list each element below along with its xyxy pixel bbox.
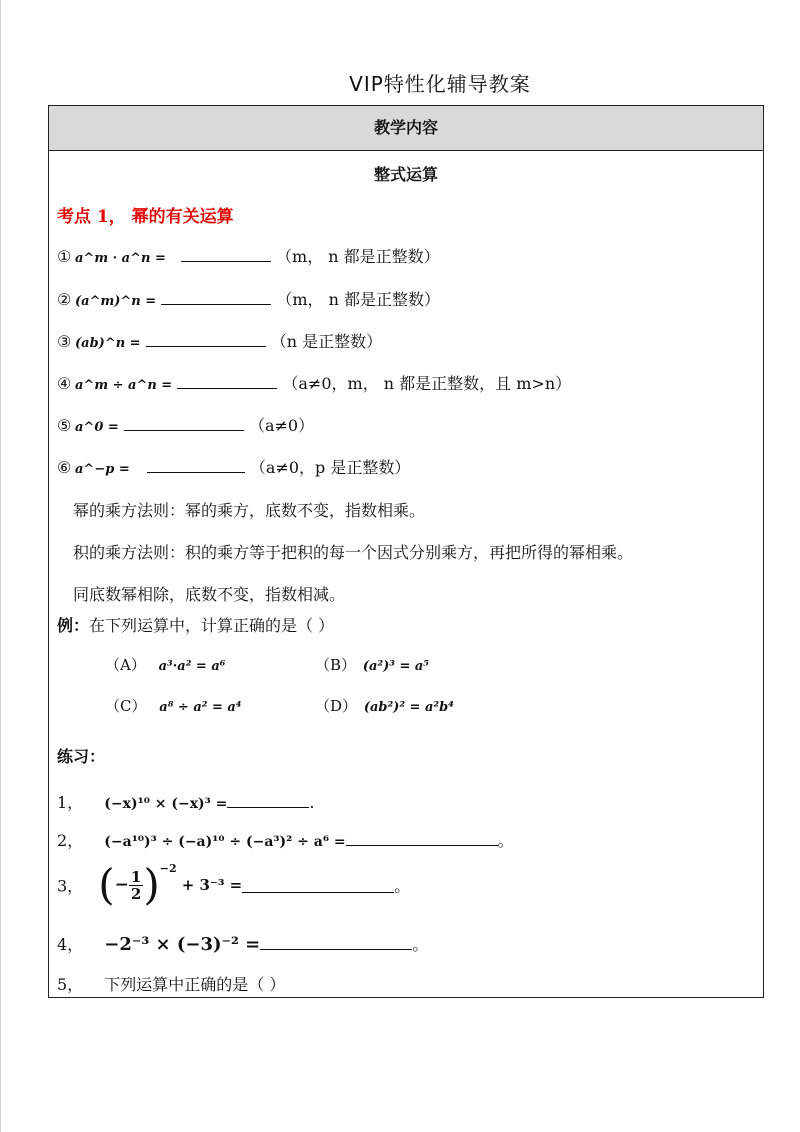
option-expr: a³·a² = a⁶: [158, 659, 226, 674]
option-expr: (ab²)² = a²b⁴: [363, 700, 454, 715]
answer-blank[interactable]: [181, 247, 271, 262]
answer-blank[interactable]: [242, 878, 394, 893]
law-power-of-product: 积的乘方法则：积的乘方等于把积的每一个因式分别乘方，再把所得的幂相乘。: [73, 543, 634, 562]
example-question: 在下列运算中，计算正确的是（ ）: [89, 616, 335, 635]
option-label: （B）: [315, 656, 357, 674]
item-tail: 。: [394, 876, 411, 896]
answer-blank[interactable]: [124, 416, 244, 431]
answer-blank[interactable]: [227, 793, 309, 808]
law-quotient: 同底数幂相除，底数不变，指数相减。: [73, 585, 346, 604]
answer-blank[interactable]: [146, 332, 266, 347]
option-a[interactable]: [105, 654, 225, 675]
right-paren: ): [143, 860, 160, 909]
rule-expr: a^m ÷ a^n =: [75, 378, 173, 393]
rule-note: （a≠0，m， n 都是正整数，且 m>n）: [282, 374, 572, 393]
rule-marker: ⑤: [57, 416, 72, 435]
answer-blank[interactable]: [346, 831, 498, 846]
rule-note: （m， n 都是正整数）: [276, 290, 440, 309]
option-expr: (a²)³ = a⁵: [362, 659, 429, 674]
page-title: VIP特性化辅导教案: [349, 72, 531, 96]
item-expr: (−x)¹⁰ × (−x)³ =: [104, 796, 228, 812]
rule-marker: ⑥: [57, 458, 72, 477]
lesson-table: [48, 105, 764, 998]
practice-item-3: [57, 860, 411, 909]
rule-marker: ②: [57, 290, 72, 309]
item-expr: (−a¹⁰)³ ÷ (−a)¹⁰ ÷ (−a³)² ÷ a⁶ =: [104, 834, 346, 850]
answer-blank[interactable]: [260, 935, 412, 950]
option-b[interactable]: [315, 654, 429, 675]
rule-expr: (a^m)^n =: [75, 294, 157, 309]
rule-note: （n 是正整数）: [270, 332, 383, 351]
item-tail: 。: [412, 935, 429, 954]
left-paren: (: [98, 860, 115, 909]
item-number: 2，: [57, 831, 84, 850]
rule-expr: a^m · a^n =: [75, 251, 166, 266]
item-number: 5，: [57, 975, 84, 994]
fraction-half: [129, 869, 143, 902]
practice-label: 练习：: [57, 747, 106, 766]
option-d[interactable]: [315, 695, 454, 716]
topic-heading: 考点 1， 幂的有关运算: [57, 207, 234, 227]
rule-marker: ④: [57, 374, 72, 393]
answer-blank[interactable]: [177, 374, 277, 389]
rule-5: [57, 413, 314, 436]
practice-item-5: [57, 972, 285, 995]
rule-note: （a≠0）: [248, 416, 315, 435]
practice-item-4: [57, 932, 428, 955]
option-label: （A）: [105, 656, 146, 674]
rule-marker: ①: [57, 247, 72, 266]
section-title: 整式运算: [373, 165, 438, 184]
rule-note: （a≠0，p 是正整数）: [249, 458, 411, 477]
answer-blank[interactable]: [147, 458, 245, 473]
rule-3: [57, 329, 382, 352]
option-expr: a⁸ ÷ a² = a⁴: [159, 700, 242, 715]
law-power-of-power: 幂的乘方法则：幂的乘方，底数不变，指数相乘。: [73, 501, 426, 520]
item-tail: 。: [497, 831, 514, 850]
rule-marker: ③: [57, 332, 72, 351]
rule-expr: (ab)^n =: [75, 336, 141, 351]
item-expr: 下列运算中正确的是（ ）: [104, 975, 286, 994]
rule-1: [57, 244, 440, 267]
option-label: （D）: [315, 697, 358, 715]
example-question-line: [57, 613, 334, 636]
example-label: 例：: [57, 616, 90, 635]
item-number: 1，: [57, 793, 84, 812]
option-c[interactable]: [105, 695, 242, 716]
rule-2: [57, 287, 440, 310]
item-tail: .: [309, 793, 315, 812]
answer-blank[interactable]: [161, 290, 271, 305]
rule-note: （m， n 都是正整数）: [276, 247, 440, 266]
rule-expr: a^−p =: [75, 462, 130, 477]
option-label: （C）: [105, 697, 147, 715]
rule-4: [57, 371, 571, 394]
item-expr: −2⁻³ × (−3)⁻² =: [104, 934, 261, 955]
neg-sign: −: [114, 875, 129, 895]
rule-expr: a^0 =: [75, 420, 119, 435]
fraction-numerator: 1: [130, 867, 142, 886]
table-header: 教学内容: [49, 106, 763, 151]
item-expr: + 3⁻³ =: [181, 876, 243, 894]
page-edge: [0, 0, 1, 1132]
exponent: −2: [159, 862, 177, 875]
practice-item-2: [57, 828, 514, 851]
practice-item-1: [57, 790, 315, 813]
item-number: 3，: [57, 876, 84, 896]
fraction-denominator: 2: [130, 884, 142, 903]
item-number: 4，: [57, 935, 84, 954]
rule-6: [57, 455, 410, 478]
